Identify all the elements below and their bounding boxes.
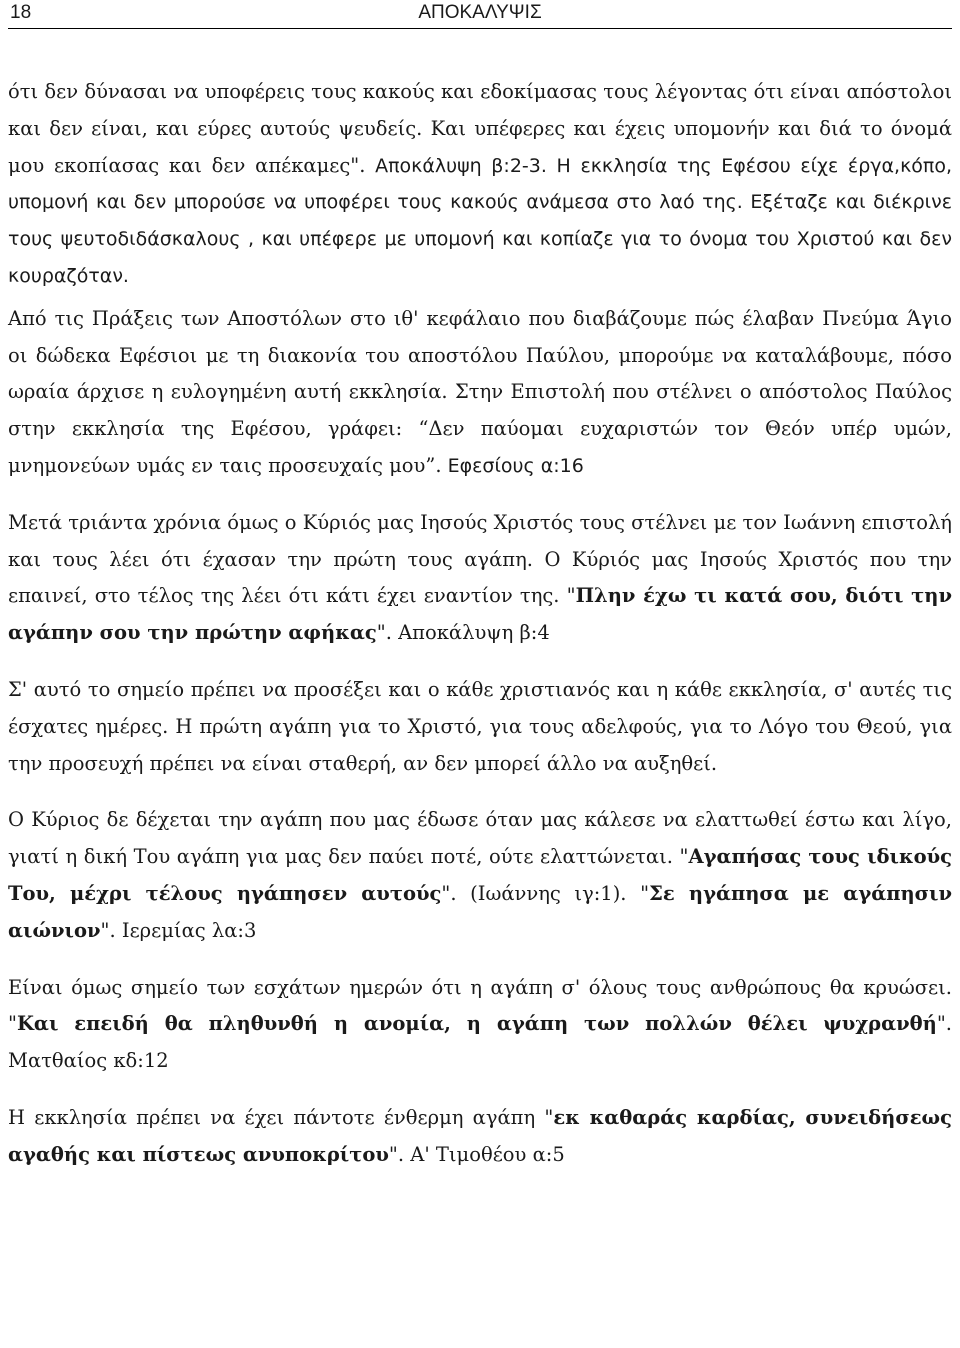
paragraph-6-reference: ". Ματθαίος κδ:12 [8,1012,952,1073]
paragraph-1-quote: ότι δεν δύνασαι να υποφέρεις τους κακούς και εδοκίμασας τους λέγοντας ότι είναι απόστολοι και δεν είναι, και εύρες αυτούς ψευδείς. Και υπέφερες και έχεις υπομονήν και διά το όνομά μου εκοπίασας και δεν απέκαμες". [8,80,952,177]
paragraph-6 [8,970,952,1080]
paragraph-3-reference: ". Αποκάλυψη β:4 [376,621,550,645]
paragraph-7-bold-quote: εκ καθαράς καρδίας, συνειδήσεως αγαθής και πίστεως ανυποκρίτου [8,1105,952,1166]
paragraph-6-text: Είναι όμως σημείο των εσχάτων ημερών ότι η αγάπη σ' όλους τους ανθρώπους θα κρυώσει. " [8,975,952,1036]
paragraph-5-bold-quote-1: Αγαπήσας τους ιδικούς Του, μέχρι τέλους ηγάπησεν αυτούς [8,845,952,905]
paragraph-5-bold-quote-2: Σε ηγάπησα με αγάπησιν αιώνιον [8,881,952,942]
paragraph-7-reference: ". Α' Τιμοθέου α:5 [388,1142,565,1166]
page-body [8,74,952,1194]
paragraph-7 [8,1100,952,1174]
paragraph-5-middle: ". (Ιωάννης ιγ:1). " [441,881,650,905]
paragraph-2 [8,301,952,485]
paragraph-2-reference: Εφεσίους α:16 [441,454,584,477]
paragraph-7-text: Η εκκλησία πρέπει να έχει πάντοτε ένθερμη αγάπη " [8,1105,554,1129]
paragraph-3-bold-quote: Πλην έχω τι κατά σου, διότι την αγάπην σου την πρώτην αφήκας [8,584,952,645]
paragraph-3 [8,505,952,652]
paragraph-4-text: Σ' αυτό το σημείο πρέπει να προσέξει και ο κάθε χριστιανός και η κάθε εκκλησία, σ' αυτές τις έσχατες ημέρες. Η πρώτη αγάπη για το Χριστό, για τους αδελφούς, για το Λόγο του Θεού, για την προσευχή πρέπει να είναι σταθερή, αν δεν μπορεί άλλο να αυξηθεί. [8,677,952,775]
running-title: ΑΠΟΚΑΛΥΨΙΣ [418,2,542,23]
page-header [8,0,952,29]
paragraph-5-text: Ο Κύριος δε δέχεται την αγάπη που μας έδωσε όταν μας κάλεσε να ελαττωθεί έστω και λίγο, γιατί η δική Του αγάπη για μας δεν παύει ποτέ, ούτε ελαττώνεται. " [8,808,952,869]
paragraph-1 [8,74,952,295]
paragraph-4 [8,672,952,782]
paragraph-1-commentary: Αποκάλυψη β:2-3. Η εκκλησία της Εφέσου είχε έργα,κόπο, υπομονή και δεν μπορούσε να υποφέρει τους κακούς ανάμεσα στο λαό της. Εξέταζε και διέκρινε τους ψευτοδιδάσκαλους , και υπέφερε με υπομονή και κοπίαζε για το όνομα του Χριστού και δεν κουραζόταν. [8,154,952,287]
paragraph-5 [8,802,952,949]
paragraph-3-text: Μετά τριάντα χρόνια όμως ο Κύριός μας Ιησούς Χριστός τους στέλνει με τον Ιωάννη επιστολή και τους λέει ότι έχασαν την πρώτη τους αγάπη. Ο Κύριός μας Ιησούς Χριστός που την επαινεί, στο τέλος της λέει ότι κάτι έχει εναντίον της. " [8,510,952,608]
paragraph-5-reference: ". Ιερεμίας λα:3 [100,918,257,942]
paragraph-6-bold-quote: Και επειδή θα πληθυνθή η ανομία, η αγάπη των πολλών θέλει ψυχρανθή [16,1012,937,1036]
paragraph-2-text: Από τις Πράξεις των Αποστόλων στο ιθ' κεφάλαιο που διαβάζουμε πώς έλαβαν Πνεύμα Άγιο οι δώδεκα Εφέσιοι με τη διακονία του αποστόλου Παύλου, μπορούμε να καταλάβουμε, πόσο ωραία άρχισε η ευλογημένη αυτή εκκλησία. Στην Επιστολή που στέλνει ο απόστολος Παύλος στην εκκλησία της Εφέσου, γράφει: “Δεν παύομαι ευχαριστών τον Θεόν υπέρ υμών, μνημονεύων υμάς εν ταις προσευχαίς μου”. [8,306,952,477]
page-number: 18 [10,2,32,23]
